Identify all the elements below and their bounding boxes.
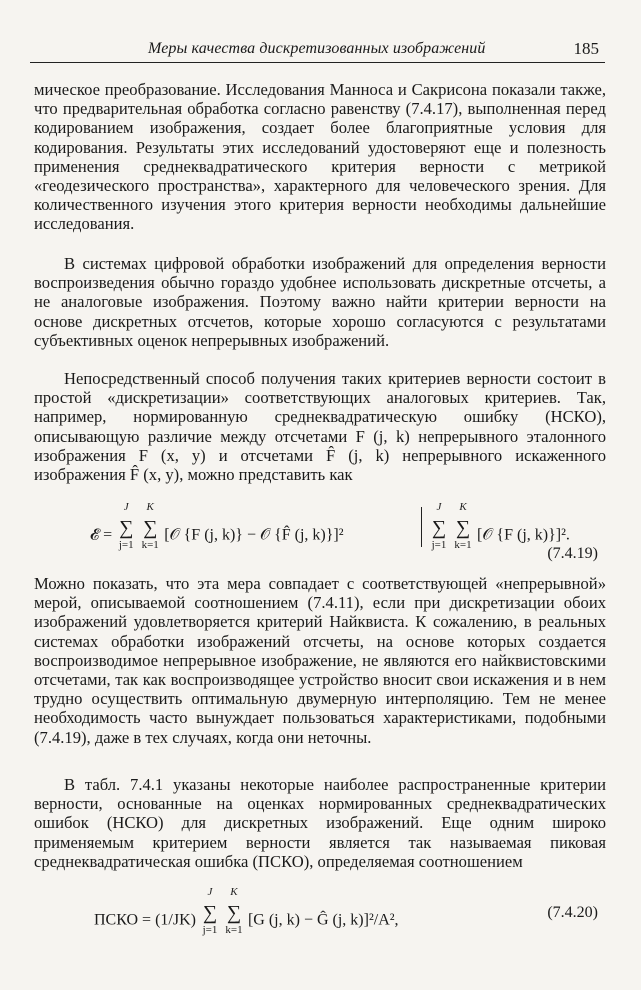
eq1-sum-j xyxy=(116,501,136,553)
eq1-denominator: [𝒪 {F (j, k)}]². xyxy=(477,526,570,544)
eq2-lhs: ПСКО = (1/JK) xyxy=(94,911,196,929)
equation-number: (7.4.20) xyxy=(547,904,598,921)
eq1-den-sum-j-upper: J xyxy=(436,501,442,513)
eq1-lhs: 𝓔 = xyxy=(90,526,113,544)
paragraph-4 xyxy=(34,574,606,747)
eq2-sum-k xyxy=(224,886,244,938)
paragraph-1 xyxy=(34,80,606,234)
eq2-sum-j-lower: j=1 xyxy=(202,924,218,936)
eq2-content xyxy=(94,886,399,938)
eq2-sum-j xyxy=(200,886,220,938)
eq1-sum-j-lower: j=1 xyxy=(118,539,134,551)
paragraph-3-text: Непосредственный способ получения таких критериев верности состоит в простой «дискретизации» соответствующих аналоговых критериев. Так, например, нормированную среднеквадратическую ошибку (НСКО), описывающую различие между отсчетами F (j, k) непрерывного эталонного изображения F (x, y) и отсчетами F̂ (j, k) непрерывного искаженного изображения F̂ (x, y), можно представить как xyxy=(34,369,606,485)
eq1-sum-k xyxy=(140,501,160,553)
equation-7-4-20 xyxy=(34,886,606,950)
eq1-sum-k-lower: k=1 xyxy=(141,539,159,551)
page-number: 185 xyxy=(573,39,599,58)
eq1-sum-k-upper: K xyxy=(146,501,154,513)
eq1-den-sum-k-lower: k=1 xyxy=(454,539,472,551)
equation-number: (7.4.19) xyxy=(547,545,598,562)
fraction-bar xyxy=(421,507,422,547)
sigma-icon: ∑ xyxy=(455,517,471,539)
sigma-icon: ∑ xyxy=(226,902,242,924)
sigma-icon: ∑ xyxy=(431,517,447,539)
running-title: Меры качества дискретизованных изображений xyxy=(148,40,486,57)
paragraph-2-text: В системах цифровой обработки изображений для определения верности воспроизведения обычно гораздо удобнее использовать дискретные отсчеты, а не аналоговые изображения. Поэтому важно найти критерии верности на основе дискретных отсчетов, которые хорошо согласуются с результатами субъективных оценок непрерывных изображений. xyxy=(34,254,606,350)
eq1-den-sum-k xyxy=(453,501,473,553)
sigma-icon: ∑ xyxy=(202,902,218,924)
paragraph-3 xyxy=(34,369,606,484)
sigma-icon: ∑ xyxy=(119,517,134,539)
paragraph-1-text: мическое преобразование. Исследования Манноса и Сакрисона показали также, что предварительная обработка согласно равенству (7.4.17), выполненная перед кодированием изображения, создает более благоприятные условия для кодирования. Результаты этих исследований удостоверяют еще и полезность применения среднеквадратического критерия верности с метрикой «геодезического пространства», характерного для человеческого зрения. Для количественного изучения этого критерия верности необходимы дальнейшие исследования. xyxy=(34,80,606,234)
eq1-sum-j-upper: J xyxy=(123,501,129,513)
eq2-sum-k-upper: K xyxy=(230,886,238,898)
eq2-body: [G (j, k) − Ĝ (j, k)]²/A², xyxy=(247,911,399,929)
eq1-den-sum-j-lower: j=1 xyxy=(431,539,447,551)
eq2-sum-k-lower: k=1 xyxy=(225,924,243,936)
paragraph-2 xyxy=(34,254,606,350)
eq1-numerator: [𝒪 {F (j, k)} − 𝒪 {F̂ (j, k)}]² xyxy=(164,526,344,544)
page-header xyxy=(30,38,605,63)
eq1-den-sum-k-upper: K xyxy=(459,501,467,513)
paragraph-4-text: Можно показать, что эта мера совпадает с соответствующей «непрерывной» мерой, описываемой соотношением (7.4.11), если при дискретизации обоих изображений удовлетворяется критерий Найквиста. К сожалению, в реальных системах обработки изображений отсчеты, на основе которых создается воспроизводимое непрерывное изображение, не являются его найквистовскими отсчетами, так как воспроизводящее устройство вносит свои искажения и в нем трудно осуществить оптимальную двумерную интерполяцию. Тем не менее необходимость часто вынуждает пользоваться характеристиками, подобными (7.4.19), даже в тех случаях, когда они неточны. xyxy=(34,574,606,747)
equation-7-4-19 xyxy=(34,501,606,565)
eq1-den-sum-j xyxy=(429,501,449,553)
eq2-sum-j-upper: J xyxy=(207,886,213,898)
paragraph-5 xyxy=(34,775,606,871)
paragraph-5-text: В табл. 7.4.1 указаны некоторые наиболее распространенные критерии верности, основанные на оценках нормированных среднеквадратических ошибок (НСКО) для дискретных изображений. Еще одним широко применяемым критерием верности является так называемая пиковая среднеквадратическая ошибка (ПСКО), определяемая соотношением xyxy=(34,775,606,871)
eq1-content xyxy=(90,501,344,553)
sigma-icon: ∑ xyxy=(143,517,158,539)
